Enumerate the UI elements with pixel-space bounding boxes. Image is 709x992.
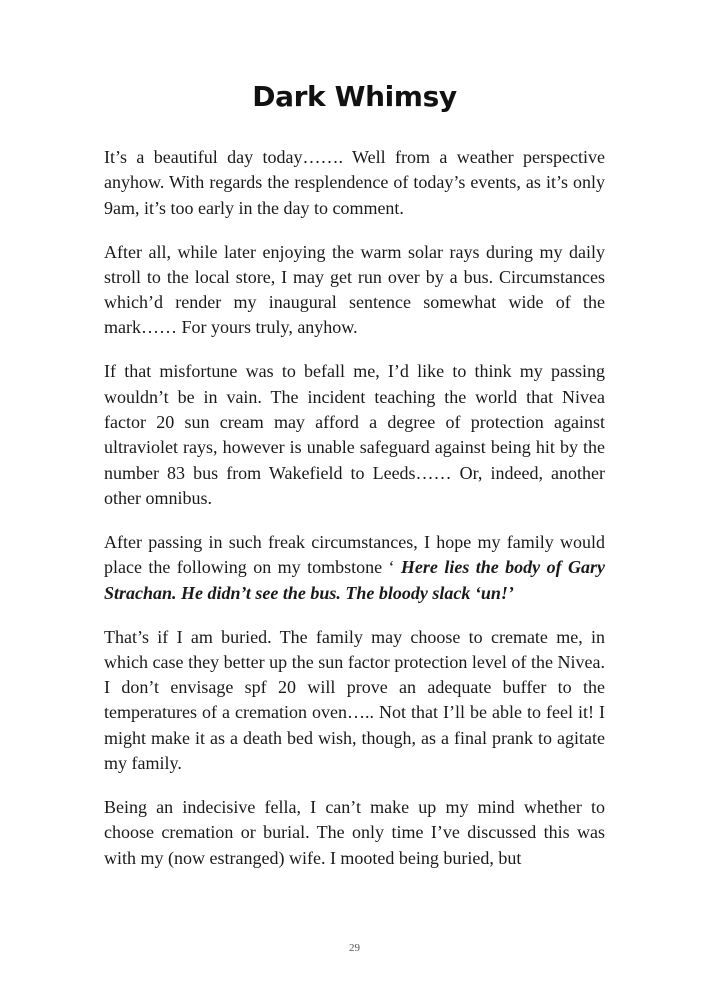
paragraph: After all, while later enjoying the warm solar rays during my daily stroll to the local store, I may get run over by a bus. Circumstances which’d render my inaugural sentence somewhat wide of the mark…… For yours truly, anyhow. [104, 241, 605, 338]
page-title: Dark Whimsy [252, 80, 457, 113]
body-text [104, 145, 605, 890]
paragraph: It’s a beautiful day today……. Well from a weather perspective anyhow. With regards the resplendence of today’s events, as it’s only 9am, it’s too early in the day to comment. [104, 147, 605, 218]
tombstone-quote: Here lies the body of Gary Strachan. He didn’t see the bus. The bloody slack ‘un!’ [104, 557, 605, 603]
paragraph [104, 530, 605, 606]
paragraph-text: After passing in such freak circumstances, I hope my family would place the following on my tombstone ‘ [104, 531, 605, 578]
paragraph: That’s if I am buried. The family may choose to cremate me, in which case they better up the sun factor protection level of the Nivea. I don’t envisage spf 20 will prove an adequate buffer to the temperatures of a cremation oven….. Not that I’ll be able to feel it! I might make it as a death bed wish, though, as a final prank to agitate my family. [104, 626, 605, 773]
paragraph: Being an indecisive fella, I can’t make up my mind whether to choose cremation or burial. The only time I’ve discussed this was with my (now estranged) wife. I mooted being buried, but [104, 796, 605, 868]
page-number: 29 [349, 942, 360, 954]
paragraph: If that misfortune was to befall me, I’d like to think my passing wouldn’t be in vain. The incident teaching the world that Nivea factor 20 sun cream may afford a degree of protection against ultraviolet rays, however is unable safeguard against being hit by the number 83 bus from Wakefield to Leeds…… Or, indeed, another other omnibus. [104, 361, 605, 508]
